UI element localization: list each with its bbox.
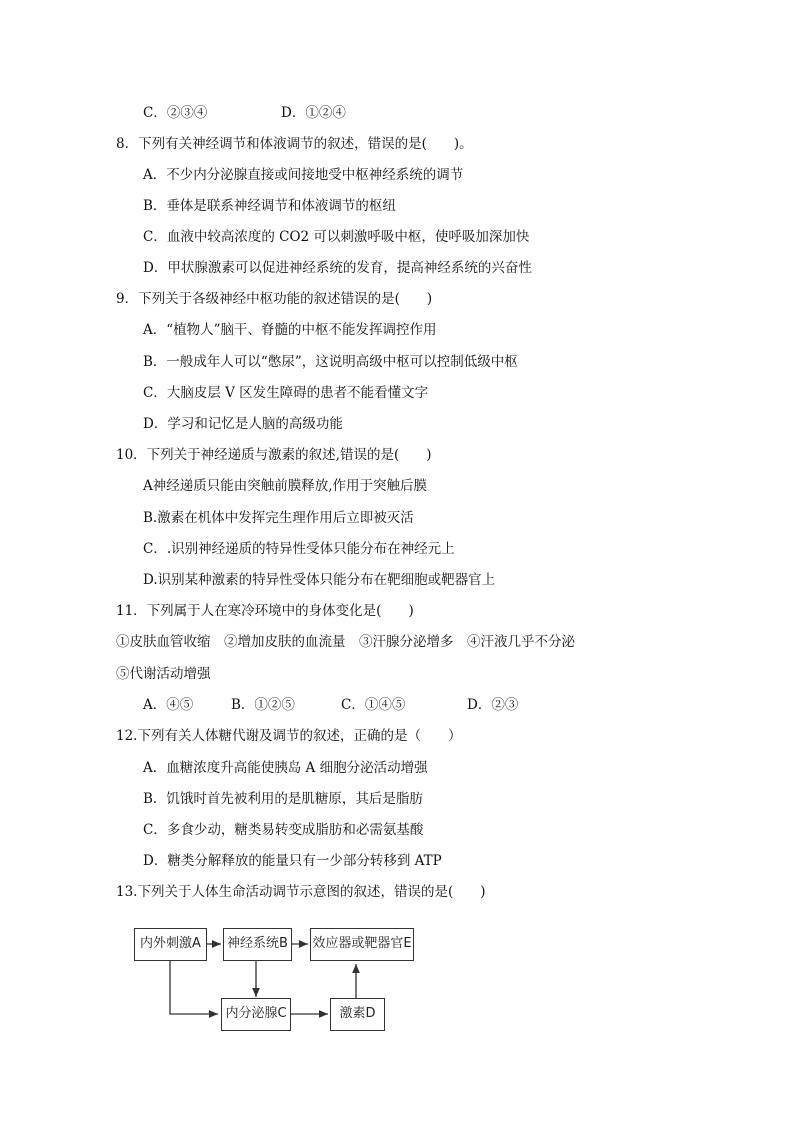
box-nervous-system-b: 神经系统B (223, 928, 292, 961)
q7-option-d: D．①②④ (281, 105, 346, 121)
q8-option-b: B．垂体是联系神经调节和体液调节的枢纽 (143, 198, 396, 214)
arrow-a-to-c (170, 960, 218, 1014)
q12-option-b: B．饥饿时首先被利用的是肌糖原，其后是脂肪 (143, 791, 423, 807)
q12-stem: 12.下列有关人体糖代谢及调节的叙述，正确的是（ ） (116, 728, 462, 744)
q8-option-c: C．血液中较高浓度的 CO2 可以刺激呼吸中枢，使呼吸加深加快 (143, 229, 530, 245)
q10-option-a: A神经递质只能由突触前膜释放,作用于突触后膜 (143, 478, 428, 494)
q11-items-line2: ⑤代谢活动增强 (116, 666, 211, 682)
q11-option-b: B．①②⑤ (231, 697, 295, 713)
q12-option-a: A．血糖浓度升高能使胰岛 A 细胞分泌活动增强 (143, 760, 428, 776)
q11-option-d: D．②③ (467, 697, 519, 713)
q9-option-d: D．学习和记忆是人脑的高级功能 (143, 416, 343, 432)
box-endocrine-c: 内分泌腺C (221, 998, 291, 1031)
box-hormone-d: 激素D (330, 998, 385, 1031)
q10-option-d: D.识别某种激素的特异性受体只能分布在靶细胞或靶器官上 (143, 572, 496, 588)
q9-stem: 9．下列关于各级神经中枢功能的叙述错误的是( ) (116, 291, 433, 307)
q9-option-b: B．一般成年人可以“憋尿”，这说明高级中枢可以控制低级中枢 (143, 354, 518, 370)
q8-option-a: A．不少内分泌腺直接或间接地受中枢神经系统的调节 (143, 167, 464, 183)
q11-stem: 11．下列属于人在寒冷环境中的身体变化是( ) (116, 603, 414, 619)
q11-option-a: A．④⑤ (143, 697, 194, 713)
box-effector-e: 效应器或靶器官E (310, 928, 414, 961)
q10-stem: 10．下列关于神经递质与激素的叙述,错误的是( ) (116, 447, 432, 463)
q13-stem: 13.下列关于人体生命活动调节示意图的叙述，错误的是( ) (116, 884, 486, 900)
q7-option-c: C．②③④ (143, 105, 208, 121)
q9-option-c: C．大脑皮层 V 区发生障碍的患者不能看懂文字 (143, 385, 429, 401)
q12-option-c: C．多食少动，糖类易转变成脂肪和必需氨基酸 (143, 822, 424, 838)
q9-option-a: A．“植物人”脑干、脊髓的中枢不能发挥调控作用 (143, 322, 437, 338)
q8-stem: 8．下列有关神经调节和体液调节的叙述，错误的是( )。 (116, 136, 473, 152)
q11-items-line1: ①皮肤血管收缩 ②增加皮肤的血流量 ③汗腺分泌增多 ④汗液几乎不分泌 (116, 634, 575, 650)
q8-option-d: D．甲状腺激素可以促进神经系统的发育，提高神经系统的兴奋性 (143, 260, 532, 276)
q10-option-c: C．.识别神经递质的特异性受体只能分布在神经元上 (143, 541, 455, 557)
q11-option-c: C．①④⑤ (341, 697, 406, 713)
box-stimulus-a: 内外刺激A (134, 928, 207, 961)
q10-option-b: B.激素在机体中发挥完生理作用后立即被灭活 (143, 510, 414, 526)
q12-option-d: D．糖类分解释放的能量只有一少部分转移到 ATP (143, 853, 442, 869)
